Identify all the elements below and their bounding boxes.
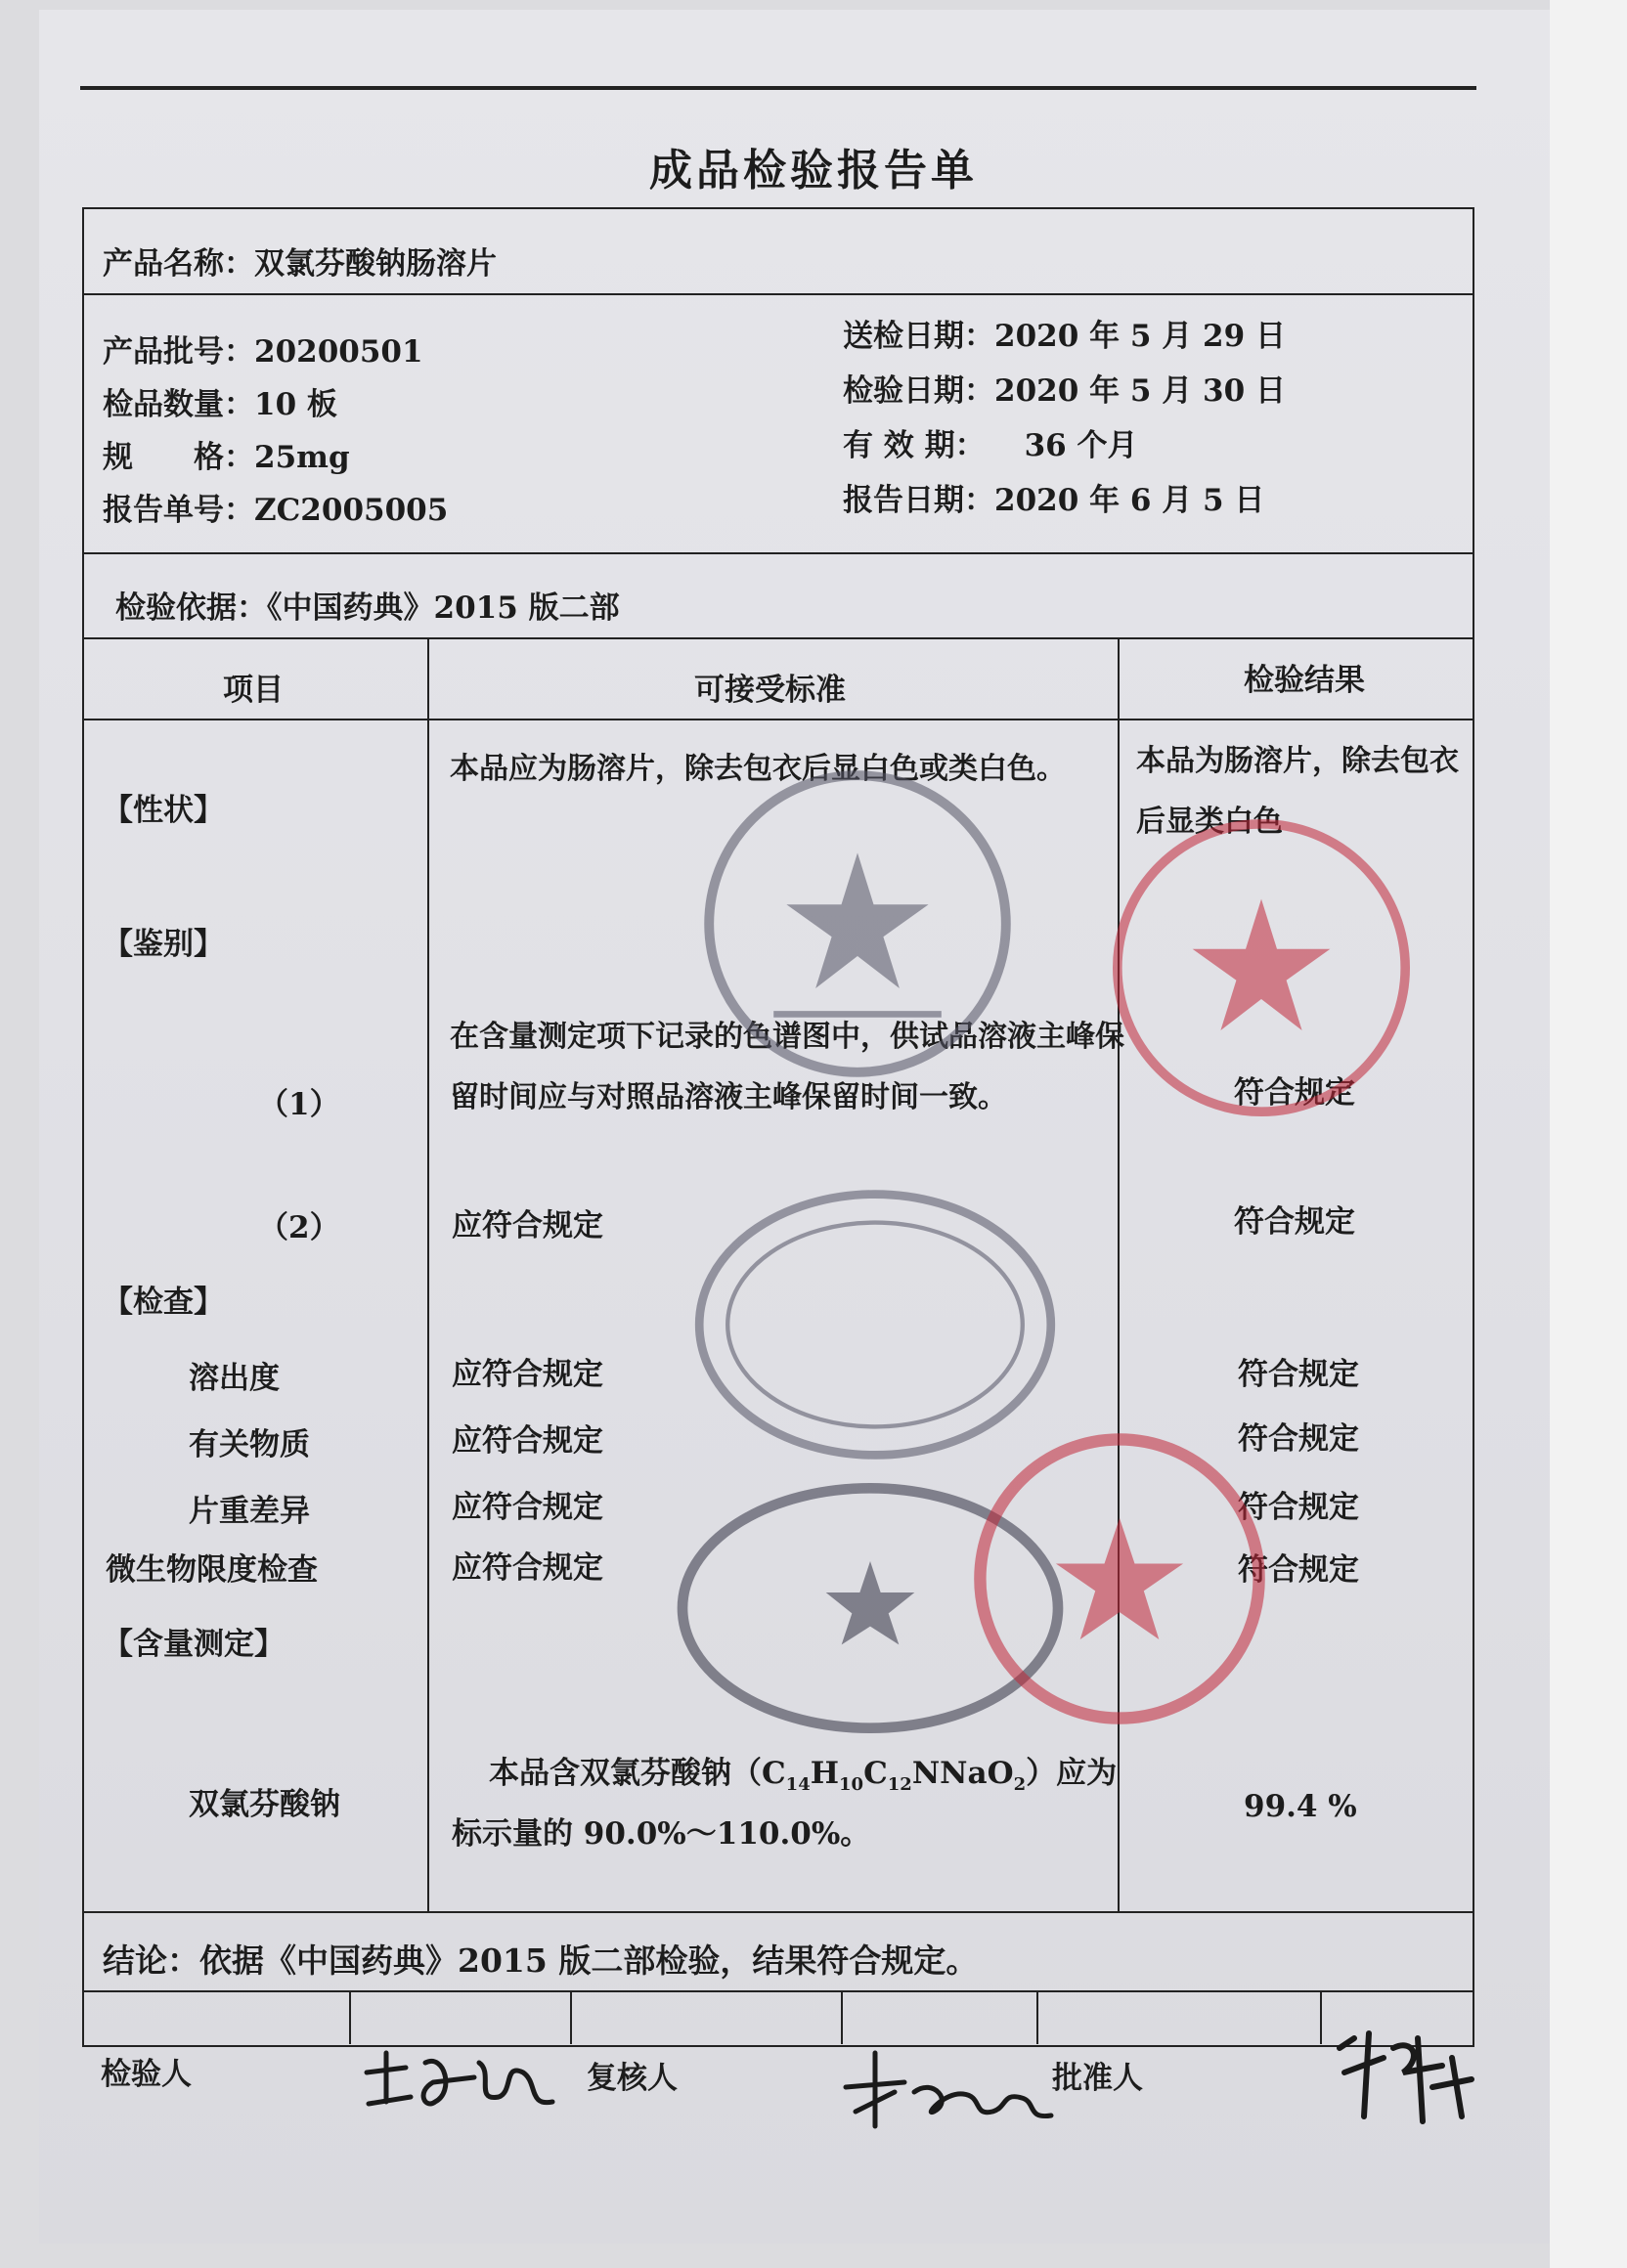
test-date-label: 检验日期： [843,373,994,409]
standard-ident-2: 应符合规定 [452,1208,603,1243]
standard-assay-line1 [489,1748,1117,1795]
item-appearance: 【性状】 [103,793,224,828]
standard-appearance: 本品应为肠溶片，除去包衣后显白色或类白色。 [450,752,1066,786]
batch-row [103,327,423,371]
inspector-label: 检验人 [101,2057,192,2092]
test-date-value: 2020 年 5 月 30 日 [994,373,1286,409]
top-rule [80,86,1476,90]
item-diclofenac: 双氯芬酸钠 [189,1787,340,1822]
company-stamp-2 [1105,811,1418,1124]
sign-divider-1 [349,1990,351,2044]
spec-label: 规 格： [103,440,254,475]
item-dissolution: 溶出度 [189,1361,280,1396]
item-identification: 【鉴别】 [103,927,224,962]
test-date-row [843,366,1286,410]
result-weight-variation: 符合规定 [1238,1490,1359,1525]
basis-label: 检验依据： [115,590,267,626]
report-no-row [103,485,448,529]
standard-dissolution: 应符合规定 [452,1357,603,1392]
submit-date-label: 送检日期： [843,319,994,354]
header-result: 检验结果 [1244,663,1365,698]
scan-margin [1550,0,1627,2268]
report-no-value: ZC2005005 [254,493,449,528]
quantity-value: 10 板 [254,387,337,422]
rule-product [82,293,1473,295]
spec-row [103,432,350,476]
formula-cl-count: 12 [887,1774,912,1796]
item-microbial-limit: 微生物限度检查 [106,1552,318,1588]
rule-header [82,719,1473,720]
report-no-label: 报告单号： [103,493,254,528]
rule-basis [82,637,1473,639]
reviewer-signature [836,2033,1061,2141]
report-date-row [843,475,1264,519]
validity-row [843,420,1138,464]
standard-weight-variation: 应符合规定 [452,1490,603,1525]
rule-conclusion [82,1990,1473,1992]
formula-h: H [810,1756,840,1791]
basis-row [115,583,620,627]
quantity-label: 检品数量： [103,387,254,422]
standard-related-substances: 应符合规定 [452,1423,603,1459]
item-weight-variation: 片重差异 [189,1494,310,1529]
report-date-value: 2020 年 6 月 5 日 [994,483,1265,518]
formula-rest: NNaO [911,1756,1014,1791]
product-name-label: 产品名称： [103,246,254,282]
validity-value: 36 个月 [1024,428,1138,463]
item-related-substances: 有关物质 [189,1427,310,1462]
formula-pre: 本品含双氯芬酸钠（C [489,1756,786,1791]
result-related-substances: 符合规定 [1238,1421,1359,1457]
company-stamp-red [968,1427,1271,1730]
header-item: 项目 [223,673,284,708]
standard-ident-1: 在含量测定项下记录的色谱图中，供试品溶液主峰保留时间应与对照品溶液主峰保留时间一致。 [450,1020,1124,1114]
company-stamp-1 [696,763,1019,1085]
reviewer-label: 复核人 [587,2061,678,2096]
formula-c: 14 [785,1774,811,1796]
header-standard: 可接受标准 [694,673,846,708]
formula-post: ）应为 [1026,1756,1118,1791]
sign-divider-5 [1320,1990,1322,2044]
result-assay: 99.4 % [1244,1789,1357,1824]
report-title: 成品检验报告单 [649,146,978,196]
quantity-row [103,379,337,423]
submit-date-value: 2020 年 5 月 29 日 [994,319,1286,354]
formula-cl: C [863,1756,888,1791]
standard-assay-line2: 标示量的 90.0%～110.0%。 [452,1816,871,1852]
item-ident-1: （1） [258,1087,340,1122]
rule-table-end [82,1911,1473,1913]
result-ident-2: 符合规定 [1234,1204,1355,1240]
validity-label: 有 效 期： [843,428,986,463]
item-ident-2: （2） [258,1210,340,1245]
approver-signature [1325,2019,1491,2136]
product-name-value: 双氯芬酸钠肠溶片 [254,246,497,282]
report-date-label: 报告日期： [843,483,994,518]
item-assay: 【含量测定】 [103,1627,285,1662]
conclusion: 结论：依据《中国药典》2015 版二部检验，结果符合规定。 [103,1941,979,1980]
standard-microbial-limit: 应符合规定 [452,1550,603,1586]
formula-o-count: 2 [1013,1774,1027,1796]
inspector-signature [357,2024,572,2131]
item-inspection: 【检查】 [103,1285,224,1320]
approver-label: 批准人 [1052,2061,1143,2096]
rule-info [82,552,1473,554]
formula-h-count: 10 [839,1774,864,1796]
batch-label: 产品批号： [103,334,254,370]
batch-value: 20200501 [254,334,423,370]
result-microbial-limit: 符合规定 [1238,1552,1359,1588]
col-divider-1 [427,637,429,1912]
product-name-row [103,239,497,283]
basis-value: 《中国药典》2015 版二部 [267,590,620,626]
quality-report-seal [684,1183,1066,1466]
result-dissolution: 符合规定 [1238,1357,1359,1392]
spec-value: 25mg [254,440,350,475]
result-appearance: 本品为肠溶片，除去包衣后显类白色 [1136,744,1459,839]
submit-date-row [843,311,1286,355]
result-ident-1: 符合规定 [1234,1075,1355,1111]
